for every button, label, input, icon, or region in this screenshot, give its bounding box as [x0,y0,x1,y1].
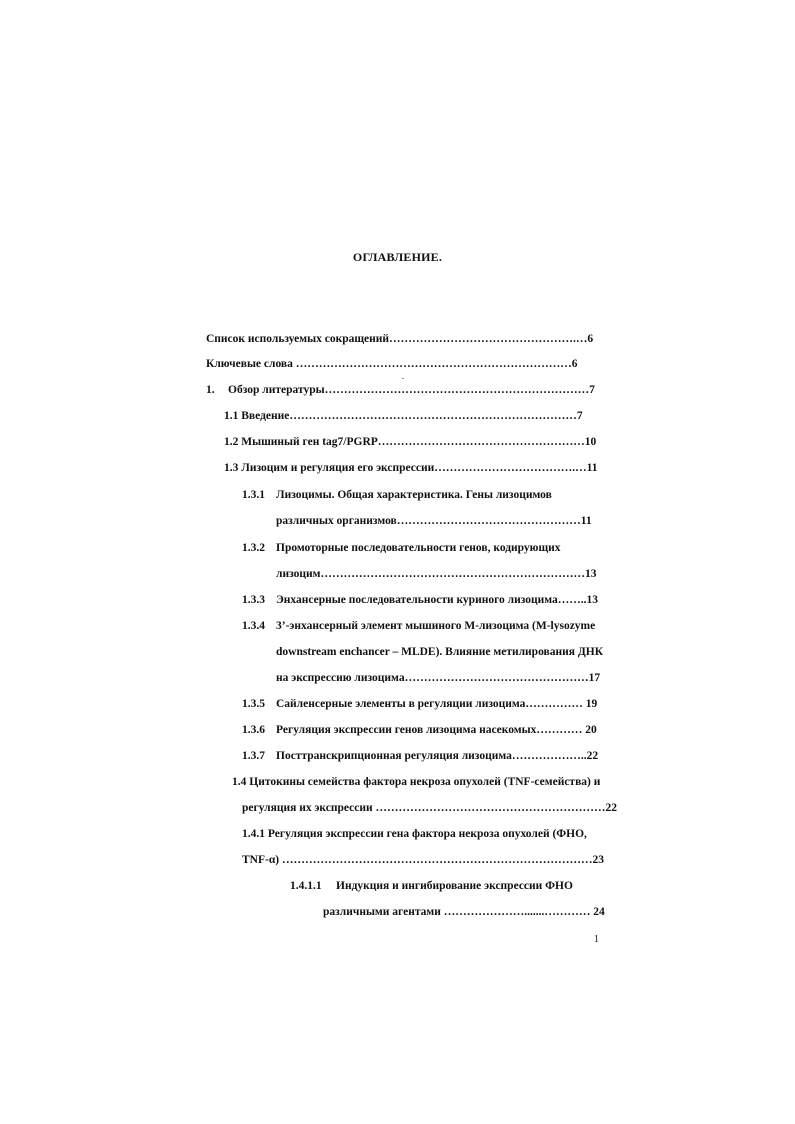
toc-entry [224,409,583,423]
toc-text: различных организмов…………………………………………11 [276,515,592,527]
toc-entry-continued [276,645,603,659]
toc-entry [242,749,598,763]
toc-entry-continued [242,801,617,815]
toc-text: downstream enchancer – MLDE). Влияние метилирования ДНК [276,646,604,658]
toc-text: на экспрессию лизоцима…………………………………………17 [276,672,601,684]
toc-text: Посттранскрипционная регуляция лизоцима………………..22 [276,750,599,762]
toc-entry [242,541,561,555]
toc-number: 1.3.5 [242,698,265,710]
toc-text: Промоторные последовательности генов, кодирующих [276,542,561,554]
toc-text: Список используемых сокращений………………………………………….…6 [206,333,594,345]
toc-text: Сайленсерные элементы в регуляции лизоцима…………… 19 [276,698,598,710]
toc-text: регуляция их экспрессии ……………………………………………………22 [242,802,617,814]
toc-text: TNF-α) ………………………………………………………………………23 [242,854,604,866]
toc-entry [242,619,595,633]
toc-entry [242,827,587,841]
page-title: ОГЛАВЛЕНИЕ. [352,250,443,264]
scan-speck [402,378,404,379]
toc-text: 1.4 Цитокины семейства фактора некроза опухолей (TNF-семейства) и [232,776,601,788]
toc-entry [224,435,596,449]
toc-entry [242,593,598,607]
toc-text: 1.3 Лизоцим и регуляция его экспрессии……………………………….…11 [224,462,598,474]
toc-text: Обзор литературы……………………………………………………………7 [228,384,595,396]
toc-entry [206,357,578,371]
toc-entry [206,383,595,397]
toc-text: Ключевые слова ………………………………………………………………6 [206,358,578,370]
toc-entry-continued [276,567,596,581]
toc-number: 1.3.7 [242,750,265,762]
page-number: 1 [594,934,599,945]
toc-text: 1.1 Введение…………………………………………………………………7 [224,410,583,422]
toc-entry [232,775,600,789]
toc-entry-continued [276,514,592,528]
toc-entry-continued [276,671,600,685]
toc-number: 1.3.1 [242,489,265,501]
toc-number: 1.3.6 [242,724,265,736]
toc-number: 1.3.2 [242,542,265,554]
toc-entry [242,697,597,711]
toc-text: Энхансерные последовательности куриного лизоцима……..13 [276,594,599,606]
toc-text: 1.4.1 Регуляция экспрессии гена фактора некроза опухолей (ФНО, [242,828,587,840]
toc-entry-continued [242,853,604,867]
toc-text: 3’-энхансерный элемент мышиного М-лизоцима (M-lysozyme [276,620,596,632]
toc-entry [290,879,573,893]
toc-entry [206,332,593,346]
toc-number: 1.3.4 [242,620,265,632]
toc-text: различными агентами ………………….......………… 24 [323,906,605,918]
toc-text: Индукция и ингибирование экспрессии ФНО [336,880,573,892]
toc-text: Лизоцимы. Общая характеристика. Гены лизоцимов [276,489,552,501]
toc-entry [242,723,597,737]
toc-text: Регуляция экспрессии генов лизоцима насекомых………… 20 [276,724,597,736]
toc-number: 1. [206,384,215,396]
toc-number: 1.3.3 [242,594,265,606]
toc-entry [224,461,597,475]
toc-text: лизоцим……………………………………………………………13 [276,568,597,580]
toc-entry [242,488,552,502]
toc-entry-continued [323,905,605,919]
toc-text: 1.2 Мышиный ген tag7/PGRP………………………………………………10 [224,436,597,448]
toc-number: 1.4.1.1 [290,880,322,892]
